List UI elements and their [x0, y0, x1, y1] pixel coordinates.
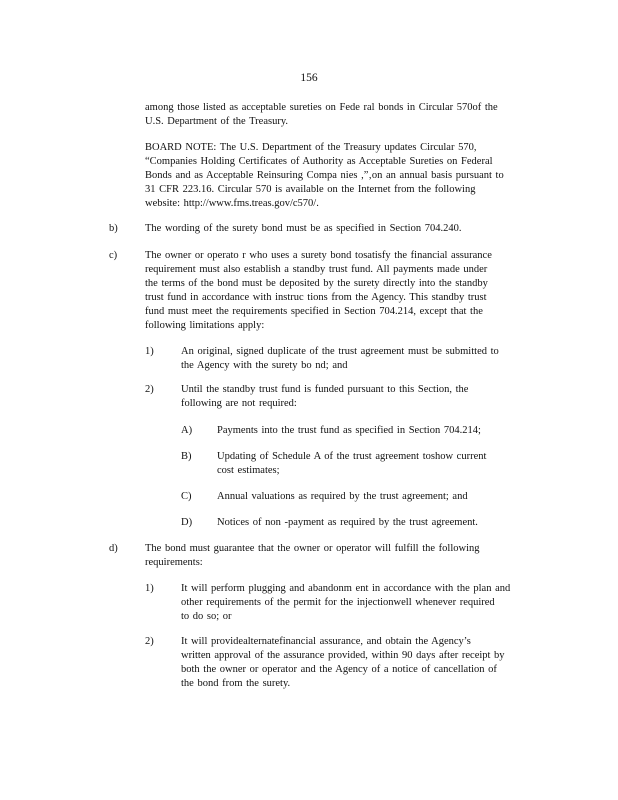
item-c2-text: Until the standby trust fund is funded pursuant to this Section, the following are not required:: [181, 384, 469, 409]
board-note: BOARD NOTE: The U.S. Department of the Treasury updates Circular 570, “Companies Holding Certificates of Authority as Acceptable Sureties on Federal Bonds and as Acceptable Reinsuring Compa nies ,”‚on an annual basis pursuant to 31 CFR 223.16. Circular 570 is available on the Internet from the following website: http://www.fms.treas.gov/c570/.: [145, 142, 504, 209]
item-b-text: The wording of the surety bond must be as specified in Section 704.240.: [145, 223, 462, 234]
item-c2-label: 2): [145, 384, 154, 395]
item-c2d-text: Notices of non -payment as required by the trust agreement.: [217, 517, 478, 528]
item-c2d-label: D): [181, 517, 193, 528]
item-c-text: The owner or operato r who uses a surety bond tosatisfy the financial assurance requirement must also establish a standby trust fund. All payments made under the terms of the bond must be deposited by the surety directly into the standby trust fund in accordance with instruc tions from the Agency. This standby trust fund must meet the requirements specified in Section 704.214, except that the following limitations apply:: [145, 250, 492, 331]
item-d2-text: It will providealternatefinancial assurance, and obtain the Agency’s written approval of the assurance provided, within 90 days after receipt by both the owner or operator and the Agency of a notice of cancellation of the bond from the surety.: [181, 636, 505, 689]
item-c1-text: An original, signed duplicate of the trust agreement must be submitted to the Agency with the surety bo nd; and: [181, 346, 499, 371]
item-c2b-text: Updating of Schedule A of the trust agreement toshow current cost estimates;: [217, 451, 487, 476]
item-d1-label: 1): [145, 583, 154, 594]
item-d2-label: 2): [145, 636, 154, 647]
item-c-label: c): [109, 250, 118, 261]
item-c2a-label: A): [181, 425, 193, 436]
intro-paragraph: among those listed as acceptable sureties on Fede ral bonds in Circular 570of the U.S. Department of the Treasury.: [145, 102, 498, 127]
item-c1-label: 1): [145, 346, 154, 357]
item-c2c-label: C): [181, 491, 192, 502]
item-c2b-label: B): [181, 451, 192, 462]
item-d-label: d): [109, 543, 118, 554]
item-c2a-text: Payments into the trust fund as specified in Section 704.214;: [217, 425, 481, 436]
item-b-label: b): [109, 223, 118, 234]
page-number: 156: [300, 72, 318, 84]
item-d1-text: It will perform plugging and abandonm ent in accordance with the plan and other requirements of the permit for the injectionwell whenever required to do so; or: [181, 583, 511, 622]
item-c2c-text: Annual valuations as required by the trust agreement; and: [217, 491, 468, 502]
item-d-text: The bond must guarantee that the owner or operator will fulfill the following requirements:: [145, 543, 480, 568]
